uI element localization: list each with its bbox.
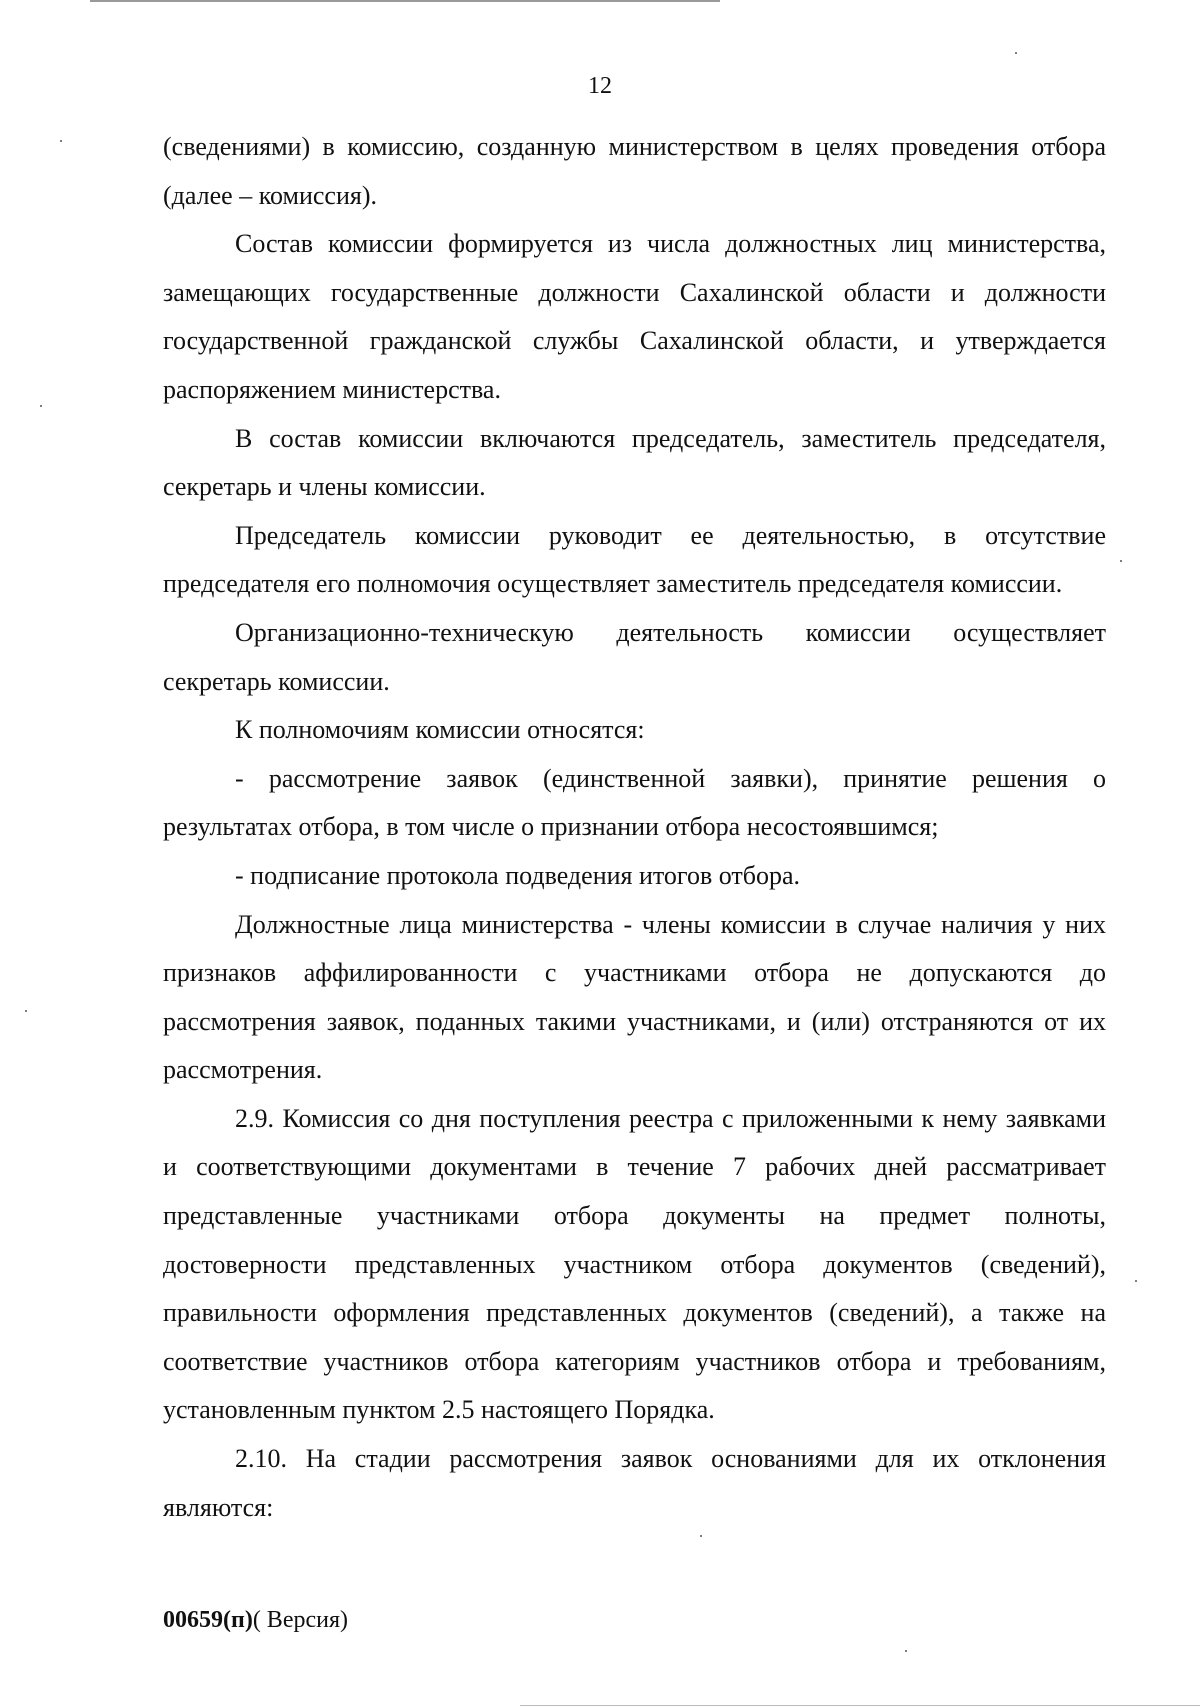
scan-speck: [25, 1010, 27, 1012]
page-number: 12: [588, 73, 612, 99]
paragraph-1: (сведениями) в комиссию, созданную министерством в целях проведения отбора (далее – комиссия).: [163, 132, 1106, 210]
scan-speck: [1015, 52, 1017, 54]
paragraph-5: Организационно-техническую деятельность комиссии осуществляет секретарь комиссии.: [163, 617, 1106, 696]
top-scan-edge: [90, 0, 720, 2]
scan-speck: [1120, 560, 1122, 562]
paragraph-11: 2.10. На стадии рассмотрения заявок основаниями для их отклонения являются:: [163, 1444, 1106, 1522]
paragraph-2: Состав комиссии формируется из числа должностных лиц министерства, замещающих государственные должности Сахалинской области и должности государственной гражданской службы Сахалинской области, и утверждается распоряжением министерства.: [163, 229, 1106, 404]
bottom-scan-edge: [520, 1705, 1200, 1706]
scan-speck: [700, 1535, 702, 1537]
scan-speck: [60, 140, 62, 142]
paragraph-10: 2.9. Комиссия со дня поступления реестра с приложенными к нему заявками и соответствующими документами в течение 7 рабочих дней рассматривает представленные участниками отбора документы на предмет полноты, достоверности представленных участником отбора документов (сведений), правильности оформления представленных документов (сведений), а также на соответствие участников отбора категориям участников отбора и требованиям, установленным пунктом 2.5 настоящего Порядка.: [163, 1103, 1106, 1425]
document-code: 00659(п): [163, 1607, 253, 1633]
scan-speck: [40, 405, 42, 407]
paragraph-7: - рассмотрение заявок (единственной заявки), принятие решения о результатах отбора, в том числе о признании отбора несостоявшимся;: [163, 763, 1106, 842]
document-footer: [163, 1606, 348, 1634]
paragraph-4: Председатель комиссии руководит ее деятельностью, в отсутствие председателя его полномочия осуществляет заместитель председателя комиссии.: [163, 520, 1106, 599]
document-body: [163, 123, 1106, 1532]
paragraph-9: Должностные лица министерства - члены комиссии в случае наличия у них признаков аффилированности с участниками отбора не допускаются до рассмотрения заявок, поданных такими участниками, и (или) отстраняются от их рассмотрения.: [163, 909, 1106, 1085]
scan-speck: [905, 1650, 907, 1652]
scan-speck: [1135, 1280, 1137, 1282]
paragraph-6: К полномочиям комиссии относятся:: [235, 715, 645, 745]
paragraph-8: - подписание протокола подведения итогов отбора.: [235, 860, 801, 890]
paragraph-3: В состав комиссии включаются председатель, заместитель председателя, секретарь и члены комиссии.: [163, 423, 1106, 502]
document-version: ( Версия): [252, 1607, 348, 1633]
